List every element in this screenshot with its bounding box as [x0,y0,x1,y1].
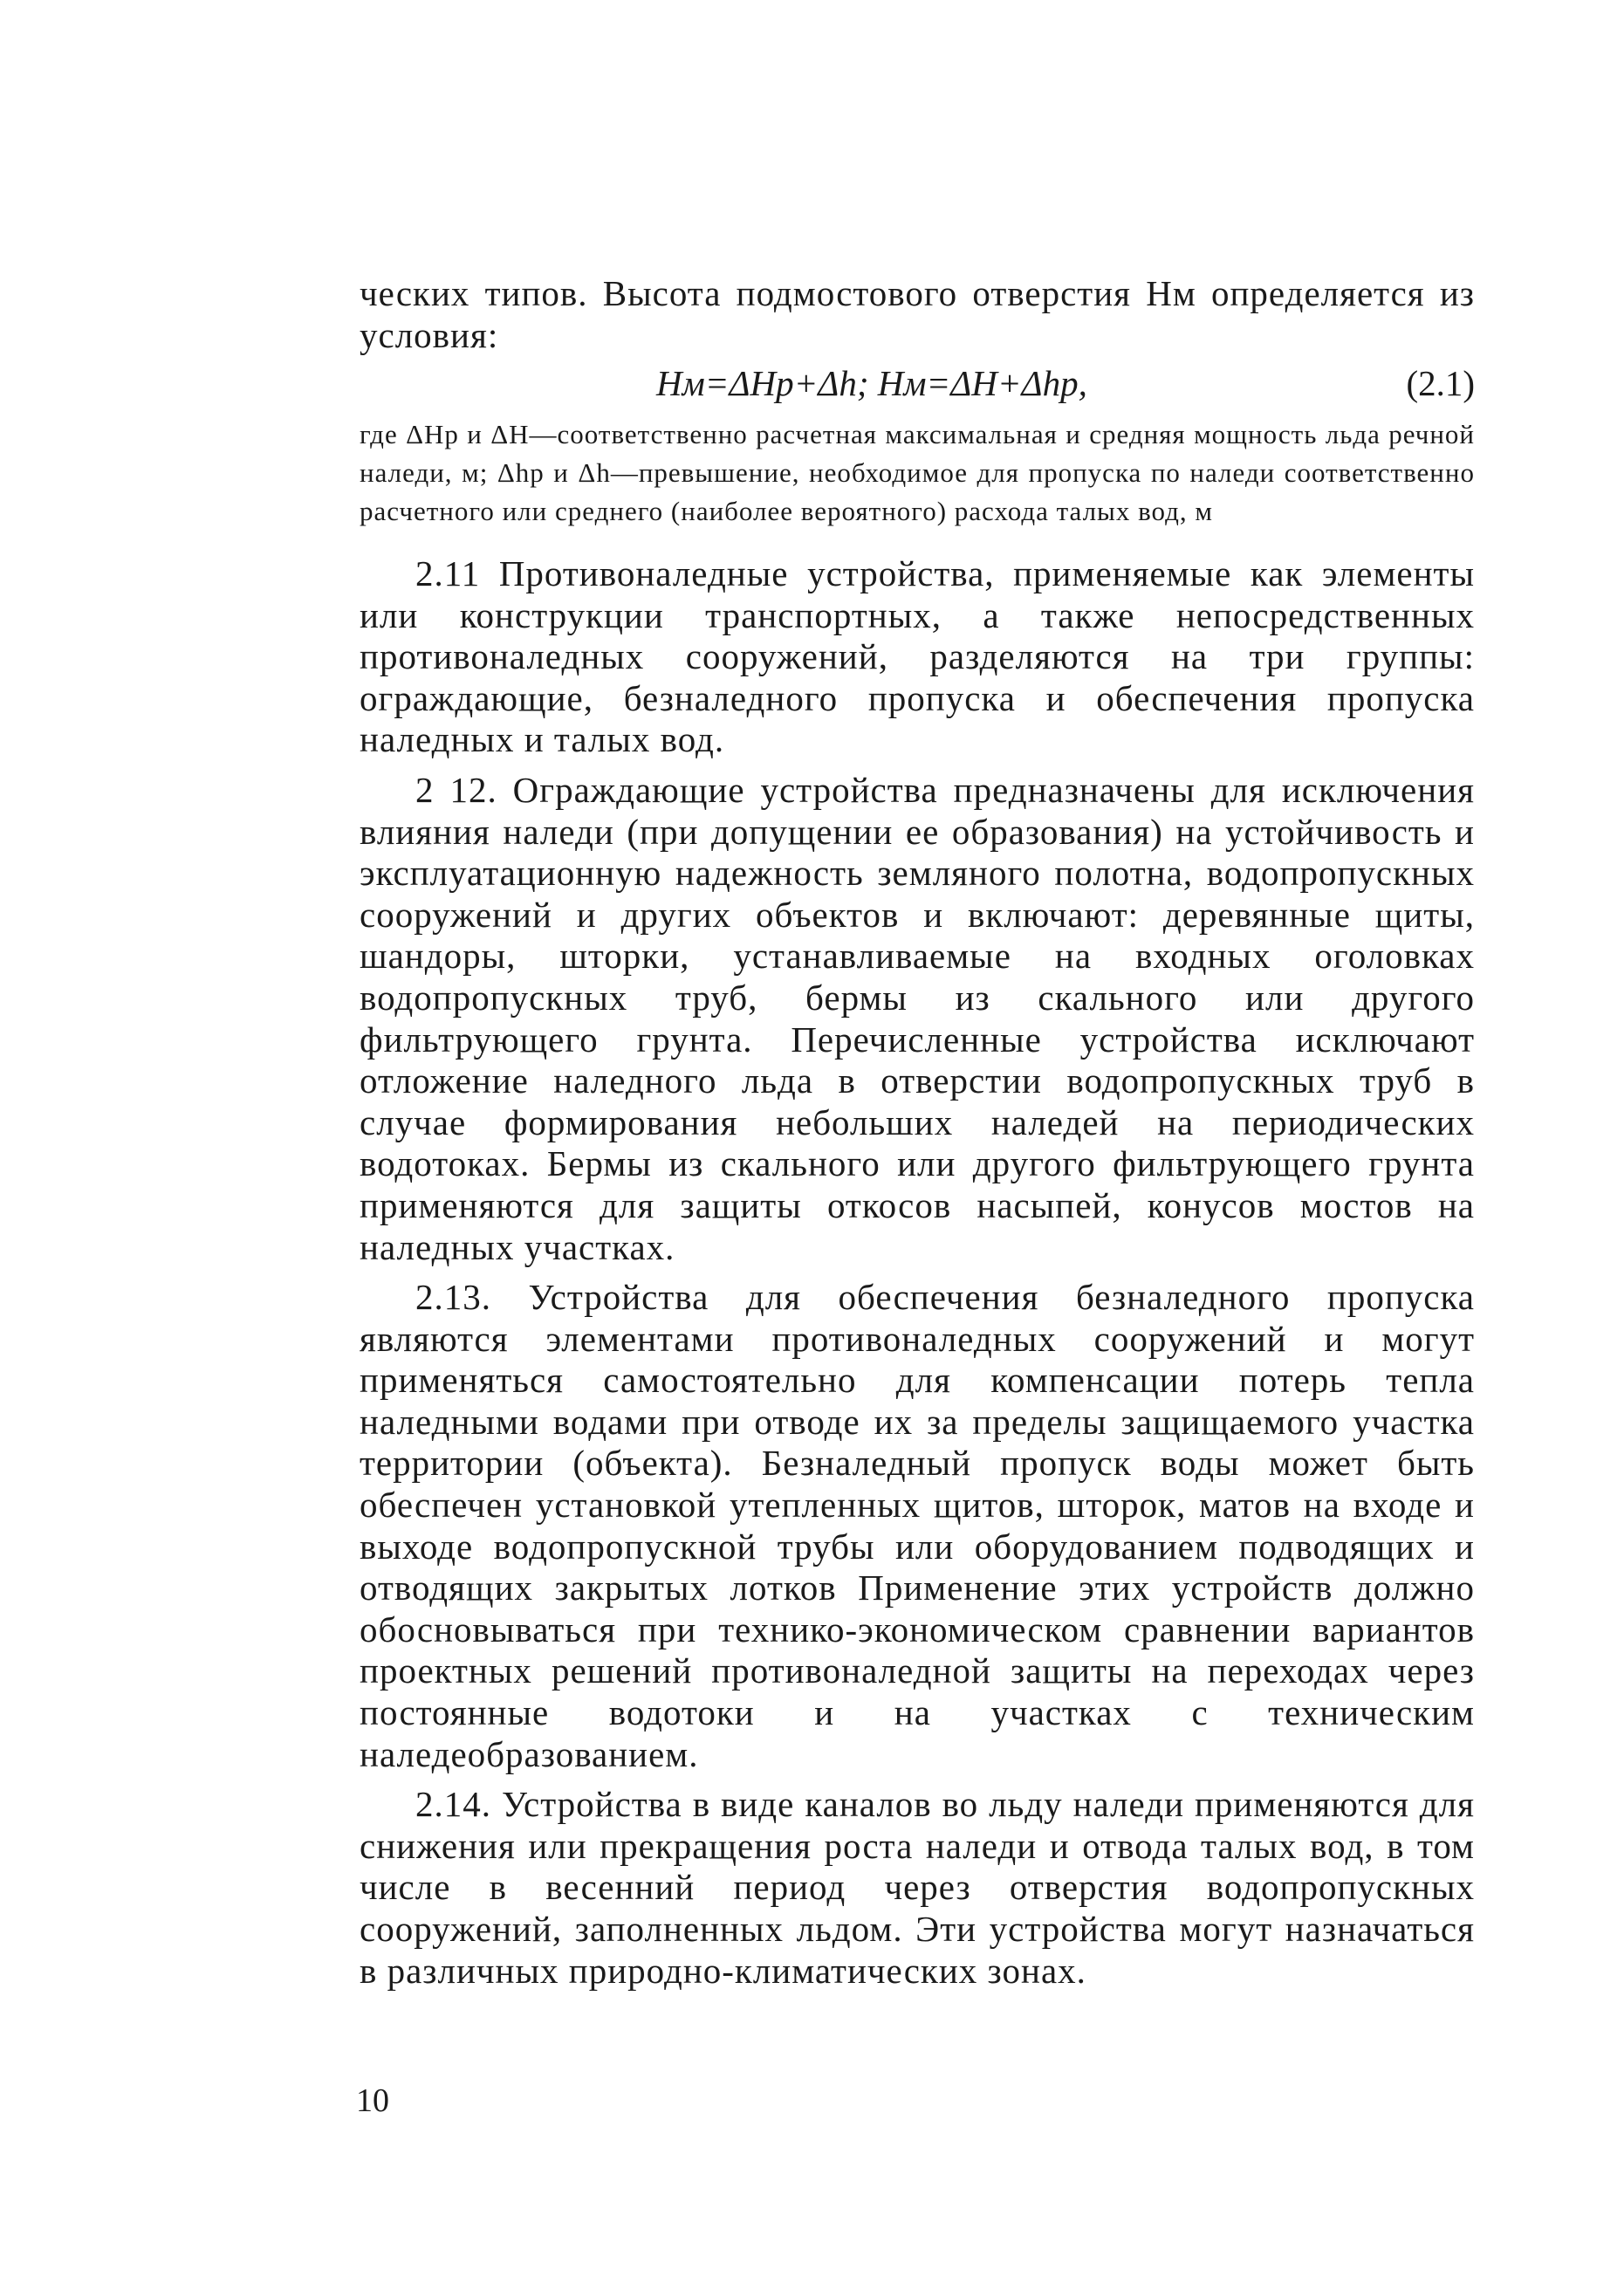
equation-row [360,361,1475,405]
page-text-column [360,272,1475,1992]
notation-text: где ΔHр и ΔH—соответственно расчетная максимальная и средняя мощность льда речной наледи, м; Δhр и Δh—превышение, необходимое для пропуска по наледи соответственно расчетного или среднего (наиболее вероятного) расхода талых вод, м [360,419,1475,526]
paragraph-2-14: 2.14. Устройства в виде каналов во льду наледи применяются для снижения или прекращения роста наледи и отвода талых вод, в том числе в весенний период через отверстия водопропускных сооружений, заполненных льдом. Эти устройства могут назначаться в различных природно-климатических зонах. [360,1784,1475,1991]
intro-text: ческих типов. Высота подмостового отверстия Hм определяется из условия: [360,273,1475,355]
page-number: 10 [356,2082,389,2119]
equation-number: (2.1) [1406,363,1475,403]
paragraph-2-12: 2 12. Ограждающие устройства предназначены для исключения влияния наледи (при допущении ее образования) на устойчивость и эксплуатационную надежность земляного полотна, водопропускных сооружений и других объектов и включают: деревянные щиты, шандоры, шторки, устанавливаемые на входных оголовках водопропускных труб, бермы из скального или другого фильтрующего грунта. Перечисленные устройства исключают отложение наледного льда в отверстии водопропускных труб в случае формирования небольших наледей на периодических водотоках. Бермы из скального или другого фильтрующего грунта применяются для защиты откосов насыпей, конусов мостов на наледных участках. [360,769,1475,1267]
paragraph-2-11: 2.11 Противоналедные устройства, применяемые как элементы или конструкции транспортных, а также непосредственных противоналедных сооружений, разделяются на три группы: ограждающие, безналедного пропуска и обеспечения пропуска наледных и талых вод. [360,553,1475,760]
paragraph-2-13: 2.13. Устройства для обеспечения безналедного пропуска являются элементами противоналедных сооружений и могут применяться самостоятельно для компенсации потерь тепла наледными водами при отводе их за пределы защищаемого участка территории (объекта). Безналедный пропуск воды может быть обеспечен установкой утепленных щитов, шторок, матов на входе и выходе водопропускной трубы или оборудованием подводящих и отводящих закрытых лотков Применение этих устройств должно обосновываться при технико-экономическом сравнении вариантов проектных решений противоналедной защиты на переходах через постоянные водотоки и на участках с техническим наледеобразованием. [360,1277,1475,1774]
equation-formula: Hм=ΔHр+Δh; Hм=ΔH+Δhр, [656,363,1087,403]
